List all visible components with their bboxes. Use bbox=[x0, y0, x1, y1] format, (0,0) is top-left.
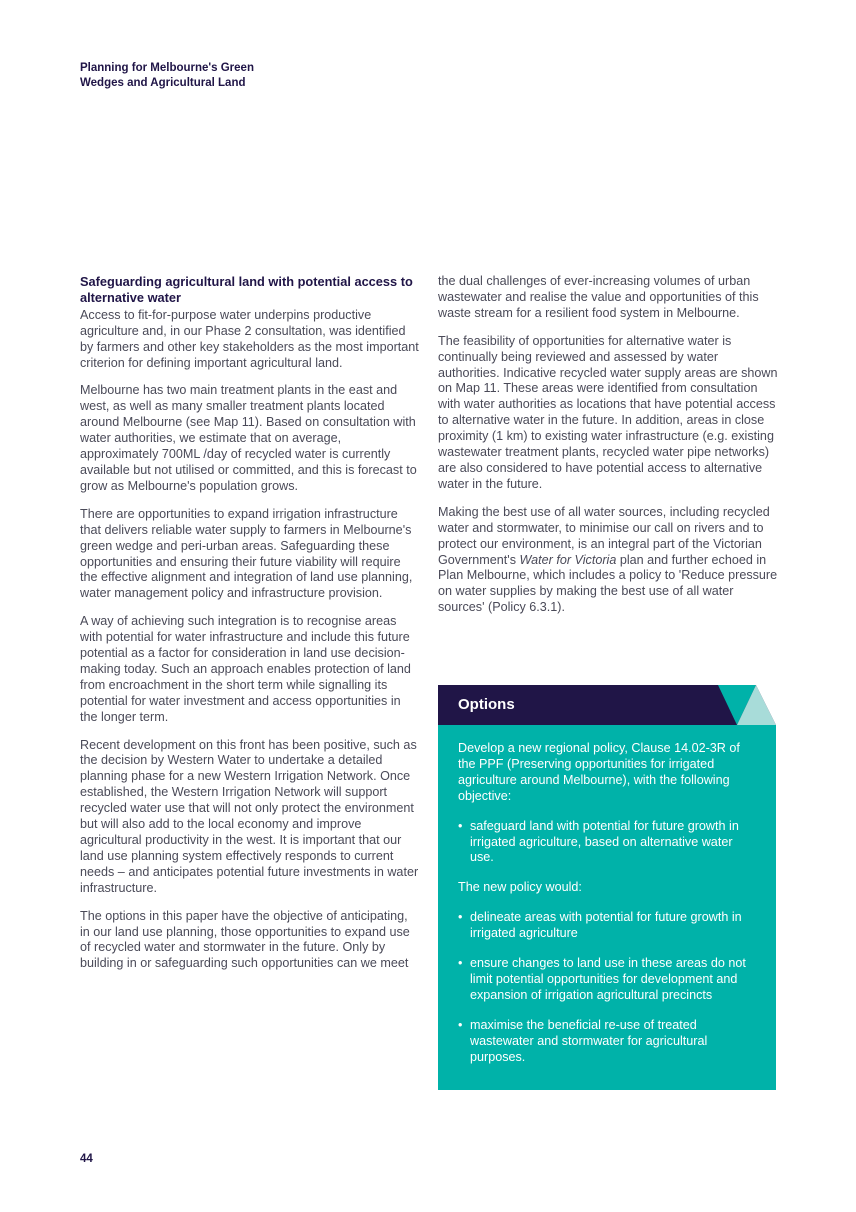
paragraph: Recent development on this front has been positive, such as the decision by Western Water to undertake a detailed planning phase for a new Western Irrigation Network. Once established, the Western Irrigation Network will support recycled water use that will not only protect the environment but will also add to the local economy and improve agricultural productivity in the west. It is important that our land use planning system effectively responds to current needs – and anticipates potential future investments in water infrastructure. bbox=[80, 737, 419, 895]
paragraph: A way of achieving such integration is to recognise areas with potential for water infrastructure and include this future potential as a factor for consideration in land use decision-making today. Such an approach enables protection of land from encroachment in the short term while signalling its potential for water investment and access opportunities in the longer term. bbox=[80, 614, 411, 724]
policy-list bbox=[458, 910, 756, 1065]
paragraph: The feasibility of opportunities for alternative water is continually being reviewed and assessed by water authorities. Indicative recycled water supply areas are shown on Map 11. These areas were identified from consultation with water authorities as locations that have potential access to alternative water in the future. In addition, areas in close proximity (1 km) to existing water infrastructure (e.g. existing wastewater treatment plants, recycled water pipe networks) are also considered to have potential access to alternative water in the future. bbox=[438, 333, 778, 491]
options-intro: Develop a new regional policy, Clause 14.02-3R of the PPF (Preserving opportunities for irrigated agriculture around Melbourne), with the following objective: bbox=[458, 741, 740, 803]
left-column bbox=[80, 274, 420, 984]
section-heading: Safeguarding agricultural land with potential access to alternative water bbox=[80, 274, 413, 305]
paragraph-text: Making the best use of all water sources, including recycled water and stormwater, to minimise our call on rivers and to protect our environment, is an integral part of the Victorian Government's bbox=[438, 504, 770, 567]
right-column bbox=[438, 274, 778, 628]
paragraph: the dual challenges of ever-increasing volumes of urban wastewater and realise the value and opportunities of this waste stream for a resilient food system in Melbourne. bbox=[438, 274, 759, 320]
paragraph bbox=[438, 505, 778, 616]
paragraph: There are opportunities to expand irrigation infrastructure that delivers reliable water supply to farmers in Melbourne's green wedge and peri-urban areas. Safeguarding these opportunities and ensuring their future viability will require the effective alignment and integration of land use planning, water management policy and infrastructure provision. bbox=[80, 506, 413, 601]
running-header bbox=[80, 61, 254, 91]
header-line-2: Wedges and Agricultural Land bbox=[80, 77, 246, 89]
header-line-1: Planning for Melbourne's Green bbox=[80, 62, 254, 74]
options-header bbox=[438, 685, 776, 725]
paragraph: The options in this paper have the objective of anticipating, in our land use planning, those opportunities to expand use of recycled water and stormwater in the future. Only by building in or safeguarding such opportunities can we meet bbox=[80, 908, 410, 971]
plan-title-italic: Water for Victoria bbox=[519, 552, 617, 567]
list-item: • delineate areas with potential for future growth in irrigated agriculture bbox=[458, 910, 756, 942]
list-item: • maximise the beneficial re-use of treated wastewater and stormwater for agricultural purposes. bbox=[458, 1018, 756, 1066]
paragraph: Melbourne has two main treatment plants in the east and west, as well as many smaller treatment plants located around Melbourne (see Map 11). Based on consultation with water authorities, we estimate that on average, approximately 700ML /day of recycled water is currently available but not utilised or committed, and this is forecast to grow as Melbourne's population grows. bbox=[80, 383, 417, 493]
list-item: • safeguard land with potential for future growth in irrigated agriculture, based on alternative water use. bbox=[458, 819, 756, 867]
paragraph-text: plan and further echoed in Plan Melbourne, which includes a policy to 'Reduce pressure on water supplies by making the best use of all water sources' (Policy 6.3.1). bbox=[438, 552, 778, 615]
paragraph: Access to fit-for-purpose water underpins productive agriculture and, in our Phase 2 consultation, was identified by farmers and other key stakeholders as the most important criterion for defining important agricultural land. bbox=[80, 307, 419, 370]
page-number: 44 bbox=[80, 1153, 93, 1165]
options-title: Options bbox=[458, 696, 515, 713]
options-body bbox=[438, 725, 776, 1066]
policy-intro: The new policy would: bbox=[458, 880, 582, 895]
decorative-triangles-icon bbox=[706, 685, 776, 725]
options-box bbox=[438, 685, 776, 1090]
list-item: • ensure changes to land use in these areas do not limit potential opportunities for development and expansion of irrigation agricultural precincts bbox=[458, 956, 756, 1004]
objective-list bbox=[458, 819, 756, 867]
